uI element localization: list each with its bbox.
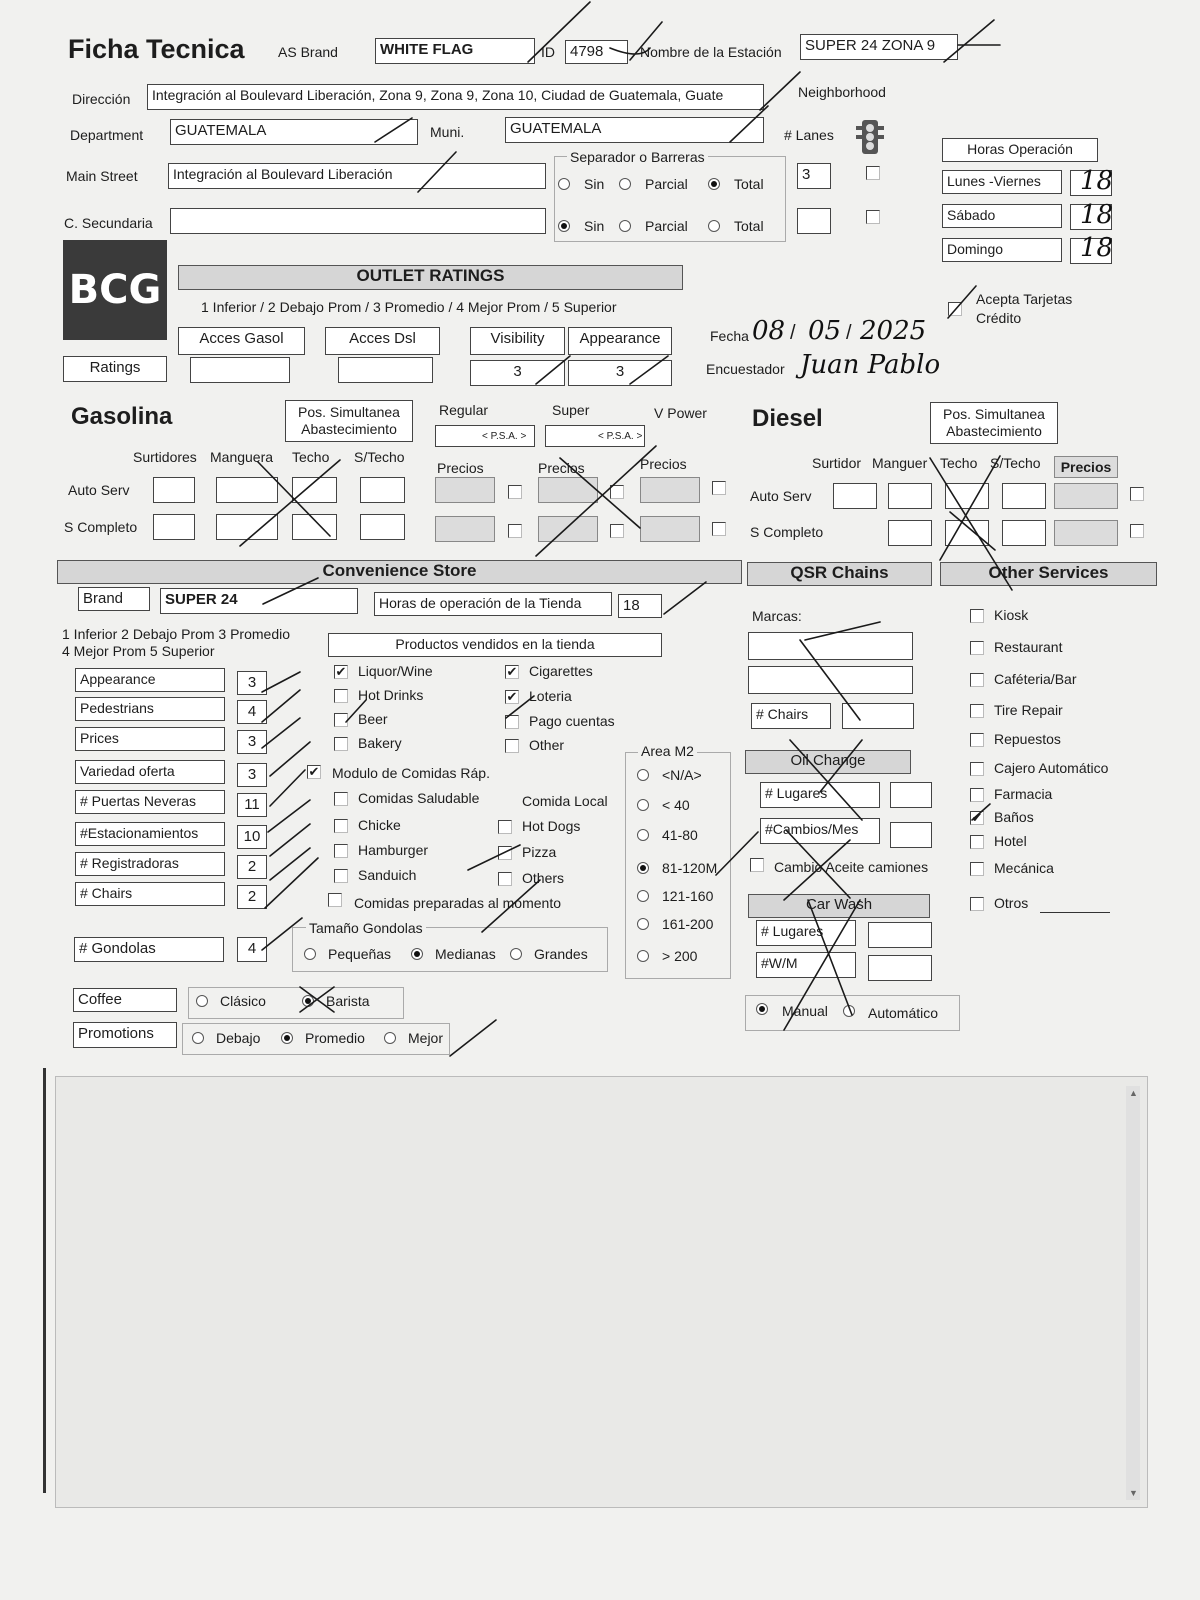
- cajero-autom-tico-checkbox[interactable]: [970, 762, 984, 776]
- pizza-label: Pizza: [522, 844, 557, 860]
- gondola-grandes-radio[interactable]: [510, 948, 522, 960]
- prepared-food-label: Comidas preparadas al momento: [354, 895, 561, 911]
- rating-value-registradoras[interactable]: 2: [237, 855, 267, 879]
- secondary-separator-parcial-radio[interactable]: [619, 220, 631, 232]
- rating-value-estacionamientos[interactable]: 10: [237, 825, 267, 849]
- total-label: Total: [734, 218, 764, 234]
- diesel-auto-surtidor-field[interactable]: [833, 483, 877, 509]
- total-label: Total: [734, 176, 764, 192]
- gas-full-manguera-field[interactable]: [216, 514, 278, 540]
- muni-field[interactable]: GUATEMALA: [505, 117, 764, 143]
- date-day: 08: [752, 316, 786, 346]
- wash-manual-label: Manual: [782, 1003, 828, 1019]
- techo-label: Techo: [292, 449, 330, 465]
- gas-auto-techo-field[interactable]: [292, 477, 337, 503]
- diesel-auto-price-field[interactable]: [1054, 483, 1118, 509]
- coffee-cl-sico-label: Clásico: [220, 993, 266, 1009]
- restaurant-checkbox[interactable]: [970, 641, 984, 655]
- visibility-field[interactable]: 3: [470, 360, 565, 386]
- loteria-checkbox[interactable]: ✔: [506, 689, 518, 704]
- diesel-auto-techo-field[interactable]: [945, 483, 989, 509]
- wash-lugares-label: # Lugares: [756, 920, 856, 946]
- hot-drinks-checkbox[interactable]: [334, 689, 348, 703]
- id-field[interactable]: 4798: [565, 40, 628, 64]
- convenience-store-header: Convenience Store: [57, 560, 742, 584]
- hamburger-label: Hamburger: [358, 842, 429, 858]
- lanes-label: # Lanes: [784, 127, 834, 143]
- loteria-label: Loteria: [529, 688, 572, 704]
- diesel-full-stecho-field[interactable]: [1002, 520, 1046, 546]
- gas-auto-stecho-field[interactable]: [360, 477, 405, 503]
- other-checkbox[interactable]: [505, 739, 519, 753]
- area-200-radio[interactable]: [637, 950, 649, 962]
- muni-label: Muni.: [430, 124, 465, 140]
- secondary-separator-total-radio[interactable]: [708, 220, 720, 232]
- farmacia-checkbox[interactable]: [970, 788, 984, 802]
- sanduich-label: Sanduich: [358, 867, 417, 883]
- appearance-field[interactable]: 3: [568, 360, 672, 386]
- gondolas-field[interactable]: 4: [237, 937, 267, 962]
- area-161-200-radio[interactable]: [637, 918, 649, 930]
- area-41-80-radio[interactable]: [637, 829, 649, 841]
- repuestos-label: Repuestos: [994, 731, 1061, 747]
- rating-value-chairs[interactable]: 2: [237, 885, 267, 909]
- secondary-separator-sin-radio[interactable]: [558, 220, 570, 232]
- super-auto-price-field[interactable]: [538, 477, 598, 503]
- products-title: Productos vendidos en la tienda: [328, 633, 662, 657]
- gondola-peque-as-radio[interactable]: [304, 948, 316, 960]
- gas-full-stecho-field[interactable]: [360, 514, 405, 540]
- gas-access-field[interactable]: [190, 357, 290, 383]
- rating-value-puertas-neveras[interactable]: 11: [237, 793, 267, 817]
- cajero-autom-tico-label: Cajero Automático: [994, 760, 1109, 776]
- date-label: Fecha: [710, 328, 749, 344]
- pago-cuentas-checkbox[interactable]: [505, 715, 519, 729]
- repuestos-checkbox[interactable]: [970, 733, 984, 747]
- ba-os-checkbox[interactable]: ✔: [971, 810, 983, 825]
- comidas-saludable-checkbox[interactable]: [334, 792, 348, 806]
- coffee-barista-radio[interactable]: [302, 995, 314, 1007]
- liquor-wine-label: Liquor/Wine: [358, 663, 433, 679]
- fast-food-label: Modulo de Comidas Ráp.: [332, 765, 490, 781]
- oil-lugares-label: # Lugares: [760, 782, 880, 808]
- rating-scale-text: 1 Inferior / 2 Debajo Prom / 3 Promedio / 4 Mejor Prom / 5 Superior: [201, 299, 617, 315]
- notes-left-border: [43, 1068, 46, 1493]
- weekdays-hours-value: 18: [1080, 166, 1114, 196]
- hot-drinks-label: Hot Drinks: [358, 687, 424, 703]
- as-brand-label: AS Brand: [278, 44, 338, 60]
- marca-field-1[interactable]: [748, 632, 913, 660]
- super-label: Super: [552, 402, 590, 418]
- accepts-cards-label-2: Crédito: [976, 310, 1022, 326]
- notes-scrollbar[interactable]: [1126, 1086, 1140, 1500]
- coffee-barista-label: Barista: [326, 993, 370, 1009]
- saturday-label: Sábado: [942, 204, 1062, 228]
- other-label: Other: [529, 737, 565, 753]
- super-full-checkbox[interactable]: [610, 524, 624, 538]
- vpower-label: V Power: [654, 405, 707, 421]
- caf-teria-bar-checkbox[interactable]: [970, 673, 984, 687]
- department-label: Department: [70, 127, 144, 143]
- id-label: ID: [541, 44, 555, 60]
- promotion-mejor-radio[interactable]: [384, 1032, 396, 1044]
- diesel-title: Diesel: [752, 405, 823, 432]
- main-street-field[interactable]: Integración al Boulevard Liberación: [168, 163, 546, 189]
- gas-auto-serv-label: Auto Serv: [68, 482, 130, 498]
- tire-repair-checkbox[interactable]: [970, 704, 984, 718]
- rating-label-estacionamientos: #Estacionamientos: [75, 822, 225, 846]
- parcial-label: Parcial: [645, 218, 688, 234]
- regular-psa-field[interactable]: < P.S.A. >: [435, 425, 535, 447]
- sunday-label: Domingo: [942, 238, 1062, 262]
- gondola-grandes-label: Grandes: [534, 946, 588, 962]
- promotion-debajo-label: Debajo: [216, 1030, 261, 1046]
- farmacia-label: Farmacia: [994, 786, 1053, 802]
- main-separator-sin-radio[interactable]: [558, 178, 570, 190]
- surveyor-value: Juan Pablo: [800, 350, 941, 380]
- store-hours-field[interactable]: 18: [618, 594, 662, 618]
- parcial-label: Parcial: [645, 176, 688, 192]
- store-scale-line-1: 1 Inferior 2 Debajo Prom 3 Promedio: [62, 626, 290, 642]
- wash-automatic-radio[interactable]: [843, 1005, 855, 1017]
- scroll-up-icon[interactable]: ▲: [1129, 1088, 1138, 1098]
- chicke-label: Chicke: [358, 817, 401, 833]
- area-200-label: > 200: [662, 948, 698, 964]
- main-lanes-checkbox[interactable]: [866, 166, 880, 180]
- gondola-medianas-radio[interactable]: [411, 948, 423, 960]
- super-auto-checkbox[interactable]: [610, 485, 624, 499]
- coffee-cl-sico-radio[interactable]: [196, 995, 208, 1007]
- diesel-full-techo-field[interactable]: [945, 520, 989, 546]
- sin-label: Sin: [584, 176, 605, 192]
- super-precios-label: Precios: [538, 460, 585, 476]
- others-checkbox[interactable]: [498, 872, 512, 886]
- main-lanes-field[interactable]: 3: [797, 163, 831, 189]
- truck-oil-change-checkbox[interactable]: [750, 858, 764, 872]
- rating-label-registradoras: # Registradoras: [75, 852, 225, 876]
- station-label: Nombre de la Estación: [640, 44, 782, 60]
- neighborhood-label: Neighborhood: [798, 84, 886, 100]
- area-n-a-label: <N/A>: [662, 767, 702, 783]
- area-n-a-radio[interactable]: [637, 769, 649, 781]
- promotion-promedio-radio[interactable]: [281, 1032, 293, 1044]
- diesel-techo-label: Techo: [940, 455, 978, 471]
- local-food-title: Comida Local: [522, 793, 608, 809]
- diesel-stecho-label: S/Techo: [990, 455, 1041, 471]
- gas-simultaneous-label: Pos. Simultanea Abastecimiento: [285, 400, 413, 442]
- date-year: 2025: [860, 316, 927, 346]
- regular-precios-label: Precios: [437, 460, 484, 476]
- comidas-saludable-label: Comidas Saludable: [358, 790, 480, 806]
- cigarettes-label: Cigarettes: [529, 663, 593, 679]
- secondary-lanes-checkbox[interactable]: [866, 210, 880, 224]
- scroll-down-icon[interactable]: ▼: [1129, 1488, 1138, 1498]
- hot-dogs-label: Hot Dogs: [522, 818, 581, 834]
- page-title: Ficha Tecnica: [68, 34, 245, 64]
- wash-wm-label: #W/M: [756, 952, 856, 978]
- dsl-access-field[interactable]: [338, 357, 433, 383]
- hot-dogs-checkbox[interactable]: [498, 820, 512, 834]
- area-41-80-label: 41-80: [662, 827, 698, 843]
- diesel-s-completo-label: S Completo: [750, 524, 824, 540]
- station-field[interactable]: SUPER 24 ZONA 9: [800, 34, 958, 60]
- diesel-precios-label: Precios: [1054, 456, 1118, 478]
- others-label: Others: [522, 870, 565, 886]
- gondola-size-title: Tamaño Gondolas: [306, 920, 426, 936]
- saturday-hours-value: 18: [1080, 200, 1114, 230]
- oil-lugares-field[interactable]: [890, 782, 932, 808]
- oil-cambios-label: #Cambios/Mes: [760, 818, 880, 844]
- hours-title: Horas Operación: [942, 138, 1098, 162]
- vpower-full-checkbox[interactable]: [712, 522, 726, 536]
- area-121-160-label: 121-160: [662, 888, 714, 904]
- department-field[interactable]: GUATEMALA: [170, 119, 418, 145]
- diesel-surtidor-label: Surtidor: [812, 455, 862, 471]
- area-81-120m-label: 81-120M: [662, 860, 718, 876]
- appearance-label: Appearance: [568, 327, 672, 355]
- accepts-cards-checkbox[interactable]: [948, 302, 962, 316]
- rating-label-pedestrians: Pedestrians: [75, 697, 225, 721]
- diesel-auto-stecho-field[interactable]: [1002, 483, 1046, 509]
- rating-label-appearance: Appearance: [75, 668, 225, 692]
- diesel-manguer-label: Manguer: [872, 455, 928, 471]
- kiosk-label: Kiosk: [994, 607, 1029, 623]
- store-hours-label: Horas de operación de la Tienda: [374, 592, 612, 616]
- vpower-precios-label: Precios: [640, 456, 687, 472]
- regular-label: Regular: [439, 402, 489, 418]
- wash-automatic-label: Automático: [868, 1005, 939, 1021]
- vpower-full-price-field[interactable]: [640, 516, 700, 542]
- promotion-mejor-label: Mejor: [408, 1030, 444, 1046]
- gas-auto-manguera-field[interactable]: [216, 477, 278, 503]
- pago-cuentas-label: Pago cuentas: [529, 713, 615, 729]
- sunday-hours-value: 18: [1080, 233, 1114, 263]
- pizza-checkbox[interactable]: [498, 846, 512, 860]
- restaurant-label: Restaurant: [994, 639, 1063, 655]
- ba-os-label: Baños: [994, 809, 1034, 825]
- diesel-auto-manguer-field[interactable]: [888, 483, 932, 509]
- otros-label: Otros: [994, 895, 1029, 911]
- otros-checkbox[interactable]: [970, 897, 984, 911]
- regular-full-checkbox[interactable]: [508, 524, 522, 538]
- gondola-medianas-label: Medianas: [435, 946, 496, 962]
- address-field[interactable]: Integración al Boulevard Liberación, Zona 9, Zona 9, Zona 10, Ciudad de Guatemala, Guate: [147, 84, 764, 110]
- manguera-label: Manguera: [210, 449, 274, 465]
- surveyor-label: Encuestador: [706, 361, 785, 377]
- area-title: Area M2: [638, 743, 697, 759]
- diesel-simultaneous-label: Pos. Simultanea Abastecimiento: [930, 402, 1058, 444]
- surtidores-label: Surtidores: [133, 449, 197, 465]
- wash-wm-field[interactable]: [868, 955, 932, 981]
- area-161-200-label: 161-200: [662, 916, 714, 932]
- promotion-debajo-radio[interactable]: [192, 1032, 204, 1044]
- rating-label-prices: Prices: [75, 727, 225, 751]
- gas-auto-surtidores-field[interactable]: [153, 477, 195, 503]
- date-month: 05: [808, 316, 842, 346]
- hotel-checkbox[interactable]: [970, 835, 984, 849]
- rating-label-puertas-neveras: # Puertas Neveras: [75, 790, 225, 814]
- main-separator-parcial-radio[interactable]: [619, 178, 631, 190]
- stecho-label: S/Techo: [354, 449, 405, 465]
- diesel-full-checkbox[interactable]: [1130, 524, 1144, 538]
- mec-nica-checkbox[interactable]: [970, 862, 984, 876]
- prepared-food-checkbox[interactable]: [328, 893, 342, 907]
- gondola-peque-as-label: Pequeñas: [328, 946, 392, 962]
- secondary-street-field[interactable]: [170, 208, 546, 234]
- diesel-auto-checkbox[interactable]: [1130, 487, 1144, 501]
- fast-food-checkbox[interactable]: ✔: [308, 764, 320, 779]
- separator-title: Separador o Barreras: [567, 149, 708, 165]
- gas-full-techo-field[interactable]: [292, 514, 337, 540]
- cigarettes-checkbox[interactable]: ✔: [506, 664, 518, 679]
- regular-full-price-field[interactable]: [435, 516, 495, 542]
- qsr-chairs-field[interactable]: [842, 703, 914, 729]
- traffic-light-icon: [856, 118, 884, 156]
- as-brand-field[interactable]: WHITE FLAG: [375, 38, 535, 64]
- area-40-radio[interactable]: [637, 799, 649, 811]
- area-81-120m-radio[interactable]: [637, 862, 649, 874]
- truck-oil-change-label: Cambio Aceite camiones: [774, 859, 929, 875]
- rating-value-pedestrians[interactable]: 4: [237, 700, 267, 724]
- vpower-auto-price-field[interactable]: [640, 477, 700, 503]
- store-brand-label: Brand: [78, 587, 150, 611]
- rating-value-variedad-oferta[interactable]: 3: [237, 763, 267, 787]
- gas-s-completo-label: S Completo: [64, 519, 138, 535]
- main-separator-total-radio[interactable]: [708, 178, 720, 190]
- area-40-label: < 40: [662, 797, 690, 813]
- diesel-full-price-field[interactable]: [1054, 520, 1118, 546]
- ratings-label: Ratings: [63, 356, 167, 382]
- beer-checkbox[interactable]: [334, 713, 348, 727]
- marca-field-2[interactable]: [748, 666, 913, 694]
- store-scale-line-2: 4 Mejor Prom 5 Superior: [62, 643, 215, 659]
- liquor-wine-checkbox[interactable]: ✔: [335, 664, 347, 679]
- vpower-auto-checkbox[interactable]: [712, 481, 726, 495]
- super-psa-field[interactable]: < P.S.A. >: [545, 425, 645, 447]
- secondary-street-label: C. Secundaria: [64, 215, 153, 231]
- promotion-promedio-label: Promedio: [305, 1030, 365, 1046]
- qsr-chains-header: QSR Chains: [747, 562, 932, 586]
- address-label: Dirección: [72, 91, 131, 107]
- beer-label: Beer: [358, 711, 388, 727]
- bakery-checkbox[interactable]: [334, 737, 348, 751]
- promotions-label: Promotions: [73, 1022, 177, 1048]
- hotel-label: Hotel: [994, 833, 1027, 849]
- marcas-label: Marcas:: [752, 608, 802, 624]
- car-wash-header: Car Wash: [748, 894, 930, 918]
- mec-nica-label: Mecánica: [994, 860, 1054, 876]
- secondary-lanes-field[interactable]: [797, 208, 831, 234]
- diesel-full-manguer-field[interactable]: [888, 520, 932, 546]
- bcg-logo: BCG: [63, 240, 167, 340]
- notes-panel[interactable]: [55, 1076, 1148, 1508]
- oil-cambios-field[interactable]: [890, 822, 932, 848]
- weekdays-label: Lunes -Viernes: [942, 170, 1062, 194]
- caf-teria-bar-label: Caféteria/Bar: [994, 671, 1077, 687]
- rating-value-appearance[interactable]: 3: [237, 671, 267, 695]
- regular-auto-checkbox[interactable]: [508, 485, 522, 499]
- qsr-chairs-label: # Chairs: [751, 703, 831, 729]
- kiosk-checkbox[interactable]: [970, 609, 984, 623]
- sanduich-checkbox[interactable]: [334, 869, 348, 883]
- sin-label: Sin: [584, 218, 605, 234]
- regular-auto-price-field[interactable]: [435, 477, 495, 503]
- wash-lugares-field[interactable]: [868, 922, 932, 948]
- rating-label-variedad-oferta: Variedad oferta: [75, 760, 225, 784]
- rating-label-chairs: # Chairs: [75, 882, 225, 906]
- rating-value-prices[interactable]: 3: [237, 730, 267, 754]
- diesel-auto-serv-label: Auto Serv: [750, 488, 812, 504]
- wash-manual-radio[interactable]: [756, 1003, 768, 1015]
- gasolina-title: Gasolina: [71, 403, 173, 430]
- store-brand-field[interactable]: SUPER 24: [160, 588, 358, 614]
- dsl-access-label: Acces Dsl: [325, 327, 440, 355]
- gas-full-surtidores-field[interactable]: [153, 514, 195, 540]
- accepts-cards-label: Acepta Tarjetas: [976, 291, 1073, 307]
- super-full-price-field[interactable]: [538, 516, 598, 542]
- gondolas-label: # Gondolas: [74, 937, 224, 962]
- chicke-checkbox[interactable]: [334, 819, 348, 833]
- outlet-ratings-header: OUTLET RATINGS: [178, 265, 683, 290]
- tire-repair-label: Tire Repair: [994, 702, 1063, 718]
- visibility-label: Visibility: [470, 327, 565, 355]
- oil-change-header: Oil Change: [745, 750, 911, 774]
- gas-access-label: Acces Gasol: [178, 327, 305, 355]
- hamburger-checkbox[interactable]: [334, 844, 348, 858]
- otros-line: [1040, 912, 1110, 913]
- other-services-header: Other Services: [940, 562, 1157, 586]
- bakery-label: Bakery: [358, 735, 402, 751]
- area-121-160-radio[interactable]: [637, 890, 649, 902]
- main-street-label: Main Street: [66, 168, 138, 184]
- coffee-label: Coffee: [73, 988, 177, 1012]
